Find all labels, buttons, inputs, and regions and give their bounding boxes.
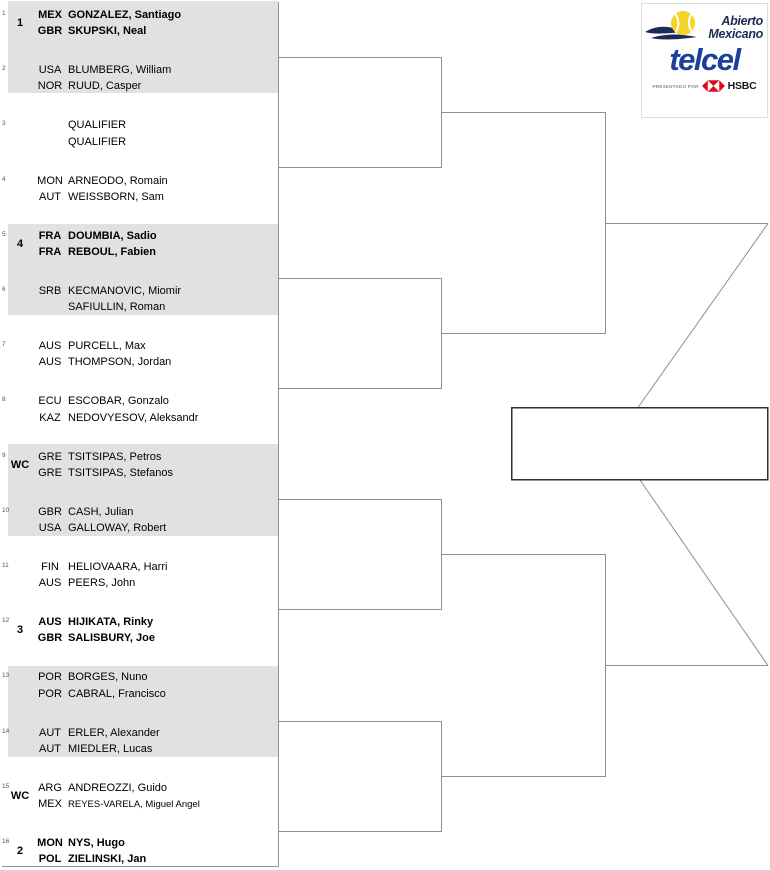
country-code: POR [38,687,62,700]
row-number: 2 [2,65,6,73]
player-name: TSITSIPAS, Petros [68,450,162,463]
player-name: SKUPSKI, Neal [68,25,147,38]
round2-connector [278,500,442,610]
country-code: SRB [38,285,62,297]
champion-box [512,408,768,480]
country-code: GBR [38,505,62,518]
country-code: GRE [38,450,62,463]
final-diagonal [638,224,768,408]
country-code: NOR [37,80,63,93]
tournament-title-line1: Abierto [721,14,763,28]
row-number: 3 [2,120,6,128]
player-name: ESCOBAR, Gonzalo [68,395,169,408]
player-name: ANDREOZZI, Guido [68,781,168,794]
player-name: CABRAL, Francisco [68,687,166,700]
player-name: CASH, Julian [68,505,134,518]
player-name: SALISBURY, Joe [68,632,156,645]
country-code: USA [38,522,62,535]
player-name: QUALIFIER [68,135,127,148]
hsbc-logo-icon [702,80,725,92]
row-number: 7 [2,341,6,349]
row-number: 1 [2,10,6,17]
player-name: MIEDLER, Lucas [68,742,153,755]
player-name: DOUMBIA, Sadio [68,229,157,242]
country-code: ECU [38,395,62,408]
player-name: GALLOWAY, Robert [68,522,167,535]
round2-connector [278,279,442,389]
player-name: BORGES, Nuno [68,671,148,684]
row-number: 4 [2,175,6,183]
country-code: POL [38,853,62,866]
player-name: ZIELINSKI, Jan [68,853,147,866]
player-name: HELIOVAARA, Harri [68,561,168,573]
country-code: MEX [38,9,62,21]
semifinal-connector [441,555,606,777]
player-name: REYES-VARELA, Miguel Angel [68,799,200,811]
country-code: AUS [38,356,62,369]
player-name: HIJIKATA, Rinky [68,616,154,629]
row-number: 12 [2,617,10,625]
round2-connector [278,722,442,832]
player-name: NEDOVYESOV, Aleksandr [68,411,199,424]
row-number: 15 [2,782,10,790]
player-name: NYS, Hugo [68,837,125,849]
seed-label: 1 [16,17,24,29]
tournament-title [708,15,763,41]
presented-by-row [642,80,767,92]
player-name: ERLER, Alexander [68,726,160,739]
player-name: ARNEODO, Romain [68,174,168,187]
semifinal-connector [441,113,606,334]
tennis-ball-icon [645,10,703,44]
country-code: MON [37,174,63,187]
country-code: GBR [37,632,63,645]
telcel-wordmark: telcel [669,42,740,77]
country-code: AUT [39,726,61,739]
country-code: KAZ [39,411,61,424]
row-number: 13 [2,672,10,680]
final-diagonal [640,480,768,666]
row-number: 6 [2,286,6,293]
row-number: 9 [2,451,6,459]
country-code: POR [38,671,62,684]
row-number: 14 [2,727,10,735]
seed-label: WC [10,458,30,471]
country-code: GBR [37,25,63,38]
player-name: REBOUL, Fabien [68,246,157,259]
country-code: MEX [38,798,62,811]
player-name: QUALIFIER [68,119,127,132]
country-code: AUT [39,742,61,755]
row-number: 10 [2,506,10,514]
hsbc-label: HSBC [727,80,757,92]
player-name: SAFIULLIN, Roman [68,301,166,314]
presented-by-label: PRESENTADO POR [652,83,699,89]
country-code: AUS [38,577,62,590]
seed-label: WC [10,789,30,802]
country-code: AUS [38,340,62,353]
country-code: USA [38,64,62,77]
player-name: RUUD, Casper [68,80,142,93]
country-code: AUT [39,190,61,203]
player-name: TSITSIPAS, Stefanos [68,466,173,479]
round2-connector [278,58,442,168]
country-code: ARG [38,781,62,794]
tournament-title-line2: Mexicano [708,27,763,41]
seed-label: 3 [16,624,24,637]
seed-label: 2 [16,845,24,857]
country-code: FRA [38,229,62,242]
country-code: MON [37,837,63,849]
row-number: 16 [2,838,10,845]
player-name: GONZALEZ, Santiago [68,9,182,21]
player-name: THOMPSON, Jordan [68,356,172,369]
country-code: AUS [38,616,62,629]
row-number: 5 [2,230,6,238]
player-name: KECMANOVIC, Miomir [68,285,182,297]
player-name: WEISSBORN, Sam [68,190,164,203]
country-code: FIN [41,561,59,573]
player-name: BLUMBERG, William [68,64,172,77]
seed-label: 4 [16,237,24,250]
tournament-logo [641,3,768,118]
player-name: PEERS, John [68,577,136,590]
player-name: PURCELL, Max [68,340,146,353]
row-number: 8 [2,396,6,404]
row-number: 11 [2,562,9,569]
country-code: GRE [38,466,62,479]
country-code: FRA [38,246,62,259]
